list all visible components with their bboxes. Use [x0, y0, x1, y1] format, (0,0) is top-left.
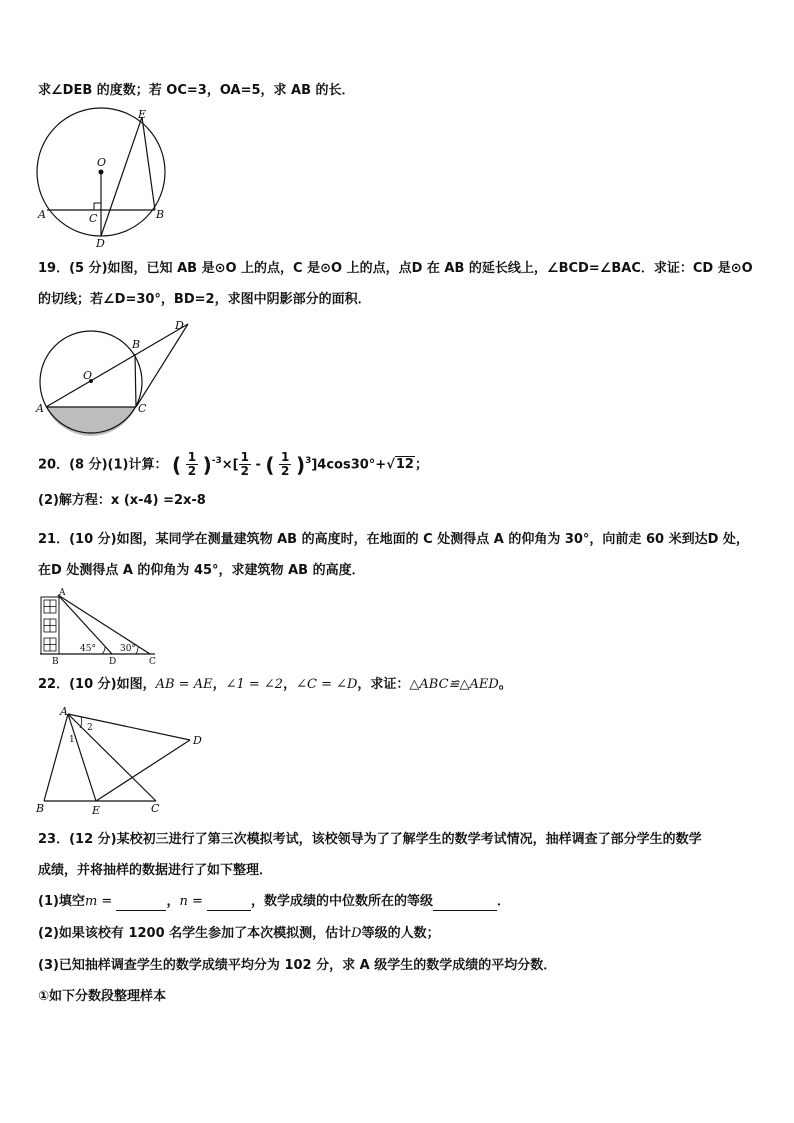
fig19-label-a: A — [36, 402, 44, 415]
fig18-label-a: A — [38, 208, 46, 221]
q20-exp1: -3 — [211, 456, 222, 466]
q20-rest: ]4cos30°+ — [311, 457, 387, 473]
q20-frac3-den: 2 — [281, 464, 290, 479]
fig18-label-c: C — [89, 212, 98, 225]
q20-end: ； — [414, 457, 428, 473]
q23-part1-end: ． — [497, 894, 511, 909]
fig19-label-d: D — [175, 319, 184, 332]
fig18-label-d: D — [96, 237, 105, 250]
fig22-label-d: D — [193, 734, 202, 747]
q23-part2-end: 等级的人数； — [361, 926, 440, 941]
fig21-label-d: D — [109, 657, 117, 667]
fig18-circle-figure — [34, 106, 174, 255]
fig21-label-a: A — [59, 588, 66, 598]
fig18-label-o: O — [97, 156, 107, 169]
q20-minus: - — [250, 457, 266, 473]
fig21-label-c: C — [149, 657, 156, 667]
q20-exp2: 3 — [305, 456, 312, 466]
q22-comma-2: ， — [283, 677, 297, 692]
q23-part1-middle: ，数学成绩的中位数所在的等级 — [251, 894, 434, 909]
fig22-label-c: C — [151, 802, 160, 815]
fig21-building-figure — [38, 585, 163, 671]
q22-math-c-d: ∠C = ∠D — [296, 677, 358, 692]
q22-proof: ，求证： — [357, 677, 410, 692]
q20-paren-open: ( — [172, 452, 182, 477]
fig18-label-e: E — [138, 108, 147, 121]
fig22-angle-1: 1 — [69, 735, 75, 745]
fig22-angle-2: 2 — [87, 723, 93, 733]
q20-part2: (2)解方程：x (x-4) =2x-8 — [38, 493, 206, 508]
fig21-label-b: B — [52, 657, 59, 667]
q23-part1-lead: (1)填空 — [38, 894, 85, 909]
q20-frac2-num: 1 — [240, 450, 249, 465]
q23-blank-n[interactable] — [207, 896, 251, 911]
q20-times: ×[ — [221, 457, 239, 473]
q23-comma: ， — [166, 894, 180, 909]
q23-blank-m[interactable] — [116, 896, 166, 911]
fig22-label-a: A — [60, 705, 68, 718]
q18-text: 求∠DEB 的度数；若 OC=3，OA=5，求 AB 的长． — [38, 83, 355, 98]
q23-var-d: D — [351, 926, 362, 941]
q23-eq-1: = — [97, 894, 117, 909]
q22-math-congruent: △ABC≌△AED — [409, 677, 499, 692]
fig19-label-c: C — [138, 402, 147, 415]
q23-part2 — [38, 925, 440, 943]
q20-fraction-1 — [186, 451, 198, 478]
q22-end: 。 — [498, 677, 512, 692]
q20-sqrt-sign: √ — [386, 457, 395, 473]
q22-math-ab-ae: AB = AE — [155, 677, 213, 692]
q20-lead: 20．(8 分)(1)计算： — [38, 457, 168, 473]
q21-text-line1: 21．(10 分)如图，某同学在测量建筑物 AB 的高度时，在地面的 C 处测得点 A 的仰角为 30°，向前走 60 米到达D 处， — [38, 532, 749, 547]
q23-part1 — [38, 893, 510, 911]
fig22-label-b: B — [36, 802, 45, 815]
q20-fraction-2 — [239, 451, 251, 478]
q20-paren-close-2: ) — [295, 452, 306, 477]
q20-paren-open-2: ( — [265, 452, 275, 477]
q23-part2-lead: (2)如果该校有 1200 名学生参加了本次模拟测，估计 — [38, 926, 352, 941]
fig19-circle-figure — [34, 316, 204, 440]
q23-blank-median[interactable] — [433, 896, 497, 911]
fig19-label-b: B — [132, 338, 141, 351]
q23-var-m: m — [84, 894, 98, 909]
fig19-label-o: O — [83, 369, 93, 382]
fig21-angle-45: 45° — [80, 644, 96, 654]
q22-text — [38, 676, 512, 694]
q20-frac3-num: 1 — [281, 450, 290, 465]
q23-part4: ①如下分数段整理样本 — [38, 989, 167, 1004]
q23-eq-2: = — [187, 894, 207, 909]
fig21-angle-30: 30° — [120, 644, 136, 654]
q19-text-line2: 的切线；若∠D=30°，BD=2，求图中阴影部分的面积． — [38, 292, 371, 307]
q22-math-angles: ∠1 = ∠2 — [225, 677, 284, 692]
q23-part3: (3)已知抽样调查学生的数学成绩平均分为 102 分，求 A 级学生的数学成绩的平均分数． — [38, 958, 557, 973]
fig22-triangle-figure — [32, 702, 212, 821]
q23-text-line1: 23．(12 分)某校初三进行了第三次模拟考试，该校领导为了了解学生的数学考试情况，抽样调查了部分学生的数学 — [38, 832, 702, 847]
fig22-label-e: E — [92, 804, 101, 817]
q20-frac1-den: 2 — [187, 464, 197, 479]
fig18-label-b: B — [156, 208, 165, 221]
q20-sqrt-value: 12 — [395, 457, 414, 473]
q22-lead: 22．(10 分)如图， — [38, 677, 156, 692]
q20-fraction-3 — [279, 451, 291, 478]
q20-part1 — [38, 444, 428, 482]
q20-frac2-den: 2 — [240, 464, 249, 479]
q22-comma-1: ， — [212, 677, 226, 692]
q19-text-line1: 19．(5 分)如图，已知 AB 是⊙O 上的点，C 是⊙O 上的点，点D 在 AB 的延长线上，∠BCD=∠BAC．求证：CD 是⊙O — [38, 261, 753, 276]
q20-paren-close: ) — [202, 452, 212, 477]
q20-frac1-num: 1 — [187, 450, 197, 465]
q23-text-line2: 成绩，并将抽样的数据进行了如下整理． — [38, 863, 273, 878]
q23-var-n: n — [179, 894, 188, 909]
q21-text-line2: 在D 处测得点 A 的仰角为 45°，求建筑物 AB 的高度． — [38, 563, 365, 578]
